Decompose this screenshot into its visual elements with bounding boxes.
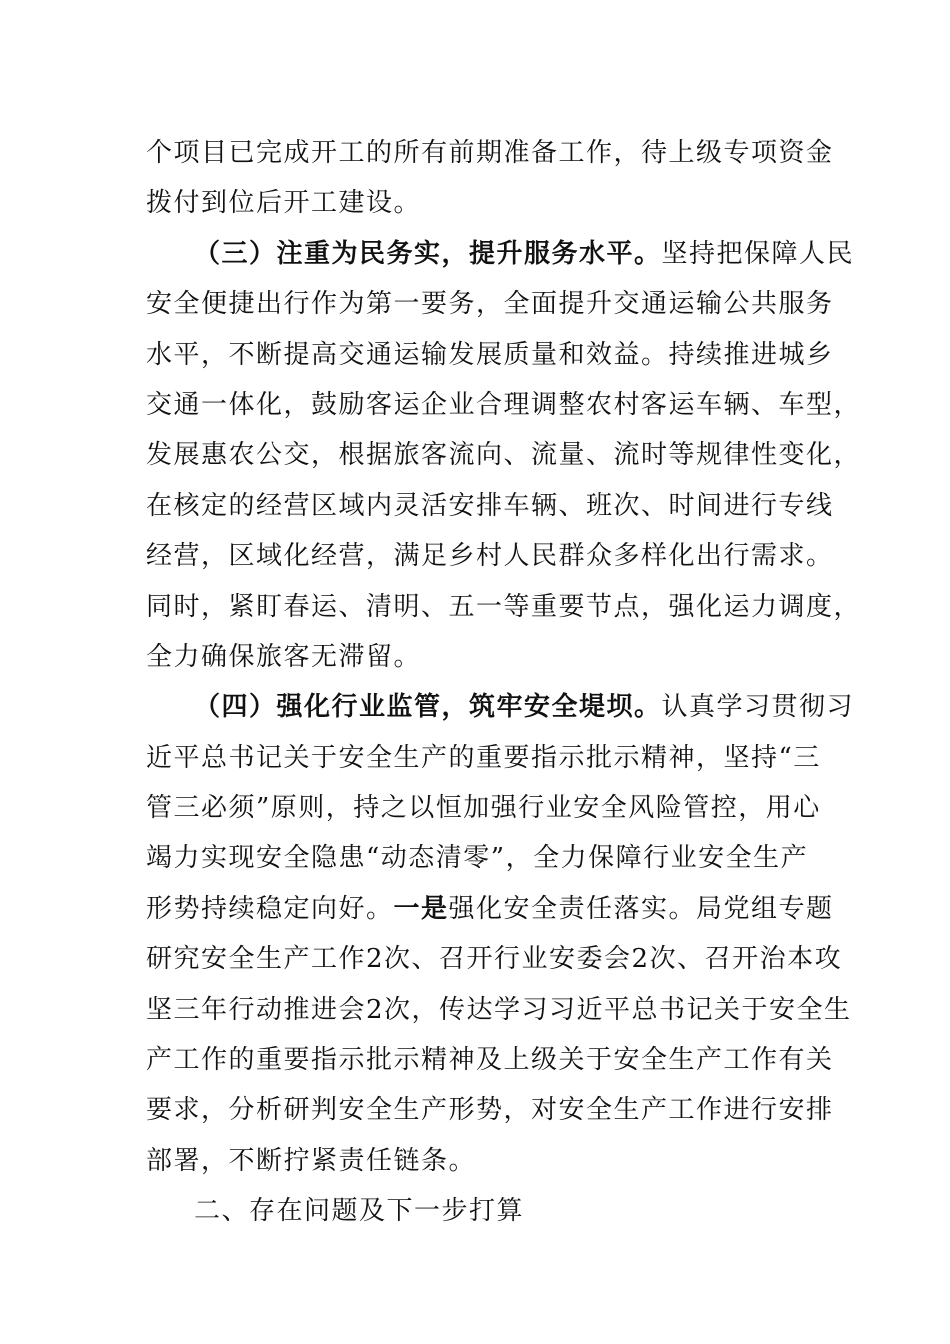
text-line <box>146 531 834 581</box>
text-line <box>146 1035 834 1085</box>
bold-heading-text: （四）强化行业监管，筑牢安全堤坝。 <box>194 692 662 723</box>
text-line <box>146 330 834 380</box>
text-line <box>146 1136 811 1186</box>
body-text: 坚三年行动推进会2次，传达学习习近平总书记关于安全生 <box>146 994 852 1025</box>
body-text: 部署，不断拧紧责任链条。 <box>146 1145 477 1176</box>
text-line <box>146 178 811 228</box>
text-line <box>146 481 834 531</box>
body-text: 形势持续稳定向好。 <box>146 893 394 924</box>
text-line <box>146 682 855 732</box>
text-line <box>146 833 811 883</box>
text-line <box>146 380 862 430</box>
text-line <box>146 1186 811 1236</box>
text-line <box>146 279 834 329</box>
text-line <box>146 733 821 783</box>
text-line <box>146 229 855 279</box>
text-line <box>146 985 852 1035</box>
body-text: 坚持把保障人民 <box>661 238 855 269</box>
body-text: 全力确保旅客无滞留。 <box>146 641 422 672</box>
text-line <box>146 934 843 984</box>
text-line <box>146 1085 834 1135</box>
body-text: 经营，区域化经营，满足乡村人民群众多样化出行需求。 <box>146 541 834 572</box>
body-text: 拨付到位后开工建设。 <box>146 188 422 219</box>
body-text: 研究安全生产工作2次、召开行业安委会2次、召开治本攻 <box>146 944 843 975</box>
body-text: 强化安全责任落实。局党组专题 <box>448 893 834 924</box>
text-line <box>146 632 811 682</box>
text-line <box>146 128 834 178</box>
body-text: 个项目已完成开工的所有前期准备工作，待上级专项资金 <box>146 138 834 168</box>
text-line <box>146 884 834 934</box>
text-line <box>146 430 862 480</box>
bold-heading-text: （三）注重为民务实，提升服务水平。 <box>194 238 662 269</box>
document-body <box>146 128 862 1237</box>
body-text: 产工作的重要指示批示精神及上级关于安全生产工作有关 <box>146 1045 834 1076</box>
body-text: 认真学习贯彻习 <box>661 692 855 723</box>
body-text: 近平总书记关于安全生产的重要指示批示精神，坚持“三 <box>146 742 821 773</box>
body-text: 发展惠农公交，根据旅客流向、流量、流时等规律性变化， <box>146 440 862 471</box>
text-line <box>146 783 821 833</box>
body-text: 二、存在问题及下一步打算 <box>194 1196 525 1227</box>
body-text: 交通一体化，鼓励客运企业合理调整农村客运车辆、车型， <box>146 389 862 420</box>
bold-heading-text: 一是 <box>393 893 449 924</box>
body-text: 在核定的经营区域内灵活安排车辆、班次、时间进行专线 <box>146 490 834 521</box>
body-text: 同时，紧盯春运、清明、五一等重要节点，强化运力调度， <box>146 591 862 622</box>
body-text: 竭力实现安全隐患“动态清零”，全力保障行业安全生产 <box>146 843 809 874</box>
body-text: 安全便捷出行作为第一要务，全面提升交通运输公共服务 <box>146 289 834 320</box>
body-text: 水平，不断提高交通运输发展质量和效益。持续推进城乡 <box>146 339 834 370</box>
body-text: 要求，分析研判安全生产形势，对安全生产工作进行安排 <box>146 1095 834 1126</box>
text-line <box>146 582 862 632</box>
body-text: 管三必须”原则，持之以恒加强行业安全风险管控，用心 <box>146 793 821 824</box>
